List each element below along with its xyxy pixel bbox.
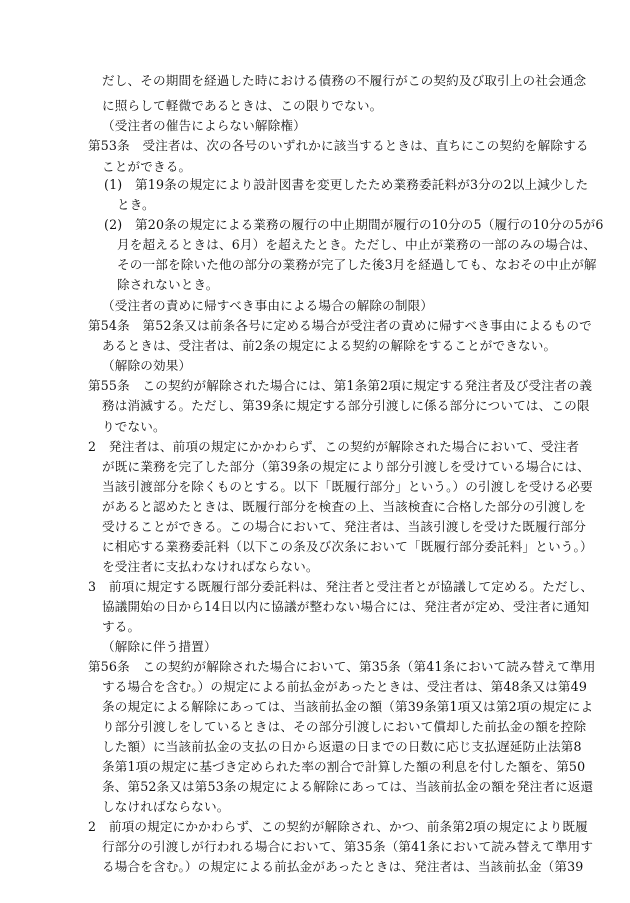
article-line: 第54条 第52条又は前条各号に定める場合が受注者の責めに帰すべき事由によるもので (88, 318, 592, 333)
paragraph-line: 2 発注者は、前項の規定にかかわらず、この契約が解除された場合において、受注者 (88, 439, 580, 454)
text-line: りでない。 (102, 419, 166, 434)
text-line: 務は消滅する。ただし、第39条に規定する部分引渡しに係る部分については、この限 (102, 398, 590, 413)
text-line: 受けることができる。この場合において、発注者は、当該引渡しを受けた既履行部分 (102, 519, 587, 534)
text-line: が既に業務を完了した部分（第39条の規定により部分引渡しを受けている場合には、 (102, 459, 590, 474)
text-line: があると認めたときは、既履行部分を検査の上、当該検査に合格した部分の引渡しを (102, 499, 587, 514)
article-line: 第56条 この契約が解除された場合において、第35条（第41条において読み替えて準用 (88, 659, 596, 674)
section-heading: （解除の効果） (102, 358, 192, 373)
section-heading: （受注者の責めに帰すべき事由による場合の解除の制限） (102, 298, 434, 313)
text-line: 除されないとき。 (117, 277, 219, 292)
text-line: あるときは、受注者は、前2条の規定による契約の解除をすることができない。 (102, 338, 557, 353)
article-line: 第53条 受注者は、次の各号のいずれかに該当するときは、直ちにこの契約を解除する (88, 138, 589, 153)
section-heading: （受注者の催告によらない解除権） (102, 118, 306, 133)
text-line: に相応する業務委託料（以下この条及び次条において「既履行部分委託料」という。） (102, 539, 593, 554)
text-line: する場合を含む。）の規定による前払金があったときは、受注者は、第48条又は第49 (102, 679, 587, 694)
article-line: 第55条 この契約が解除された場合には、第1条第2項に規定する発注者及び受注者の義 (88, 378, 593, 393)
text-line: に照らして軽微であるときは、この限りでない。 (102, 98, 383, 113)
text-line: る場合を含む。）の規定による前払金があったときは、発注者は、当該前払金（第39 (102, 859, 584, 874)
text-line: とき。 (117, 197, 155, 212)
text-line: した額）に当該前払金の支払の日から返還の日までの日数に応じ支払遅延防止法第8 (102, 739, 582, 754)
paragraph-line: 3 前項に規定する既履行部分委託料は、発注者と受注者とが協議して定める。ただし、 (88, 579, 594, 594)
text-line: 条、第52条又は第53条の規定による解除にあっては、当該前払金の額を発注者に返還 (102, 779, 594, 794)
list-item-line: (2) 第20条の規定による業務の履行の中止期間が履行の10分の5（履行の10分の5が6 (104, 217, 604, 232)
text-line: 協議開始の日から14日以内に協議が整わない場合には、発注者が定め、受注者に通知 (102, 599, 590, 614)
text-line: その一部を除いた他の部分の業務が完了した後3月を経過しても、なおその中止が解 (117, 257, 597, 272)
paragraph-line: 2 前項の規定にかかわらず、この契約が解除され、かつ、前条第2項の規定により既履 (88, 819, 588, 834)
text-line: する。 (102, 619, 141, 634)
text-line: を受注者に支払わなければならない。 (102, 559, 319, 574)
text-line: 当該引渡部分を除くものとする。以下「既履行部分」という。）の引渡しを受ける必要 (102, 479, 593, 494)
list-item-line: (1) 第19条の規定により設計図書を変更したため業務委託料が3分の2以上減少した (104, 177, 589, 192)
text-line: しなければならない。 (102, 799, 230, 814)
text-line: り部分引渡しをしているときは、その部分引渡しにおいて償却した前払金の額を控除 (102, 719, 587, 734)
text-line: だし、その期間を経過した時における債務の不履行がこの契約及び取引上の社会通念 (102, 73, 587, 88)
text-line: 月を超えるときは、6月）を超えたとき。ただし、中止が業務の一部のみの場合は、 (117, 237, 597, 252)
text-line: 条の規定による解除にあっては、当該前払金の額（第39条第1項又は第2項の規定によ (102, 699, 594, 714)
text-line: 行部分の引渡しが行われる場合において、第35条（第41条において読み替えて準用す (102, 839, 594, 854)
section-heading: （解除に伴う措置） (102, 639, 217, 654)
text-line: ことができる。 (102, 159, 192, 174)
text-line: 条第1項の規定に基づき定められた率の割合で計算した額の利息を付した額を、第50 (102, 759, 586, 774)
